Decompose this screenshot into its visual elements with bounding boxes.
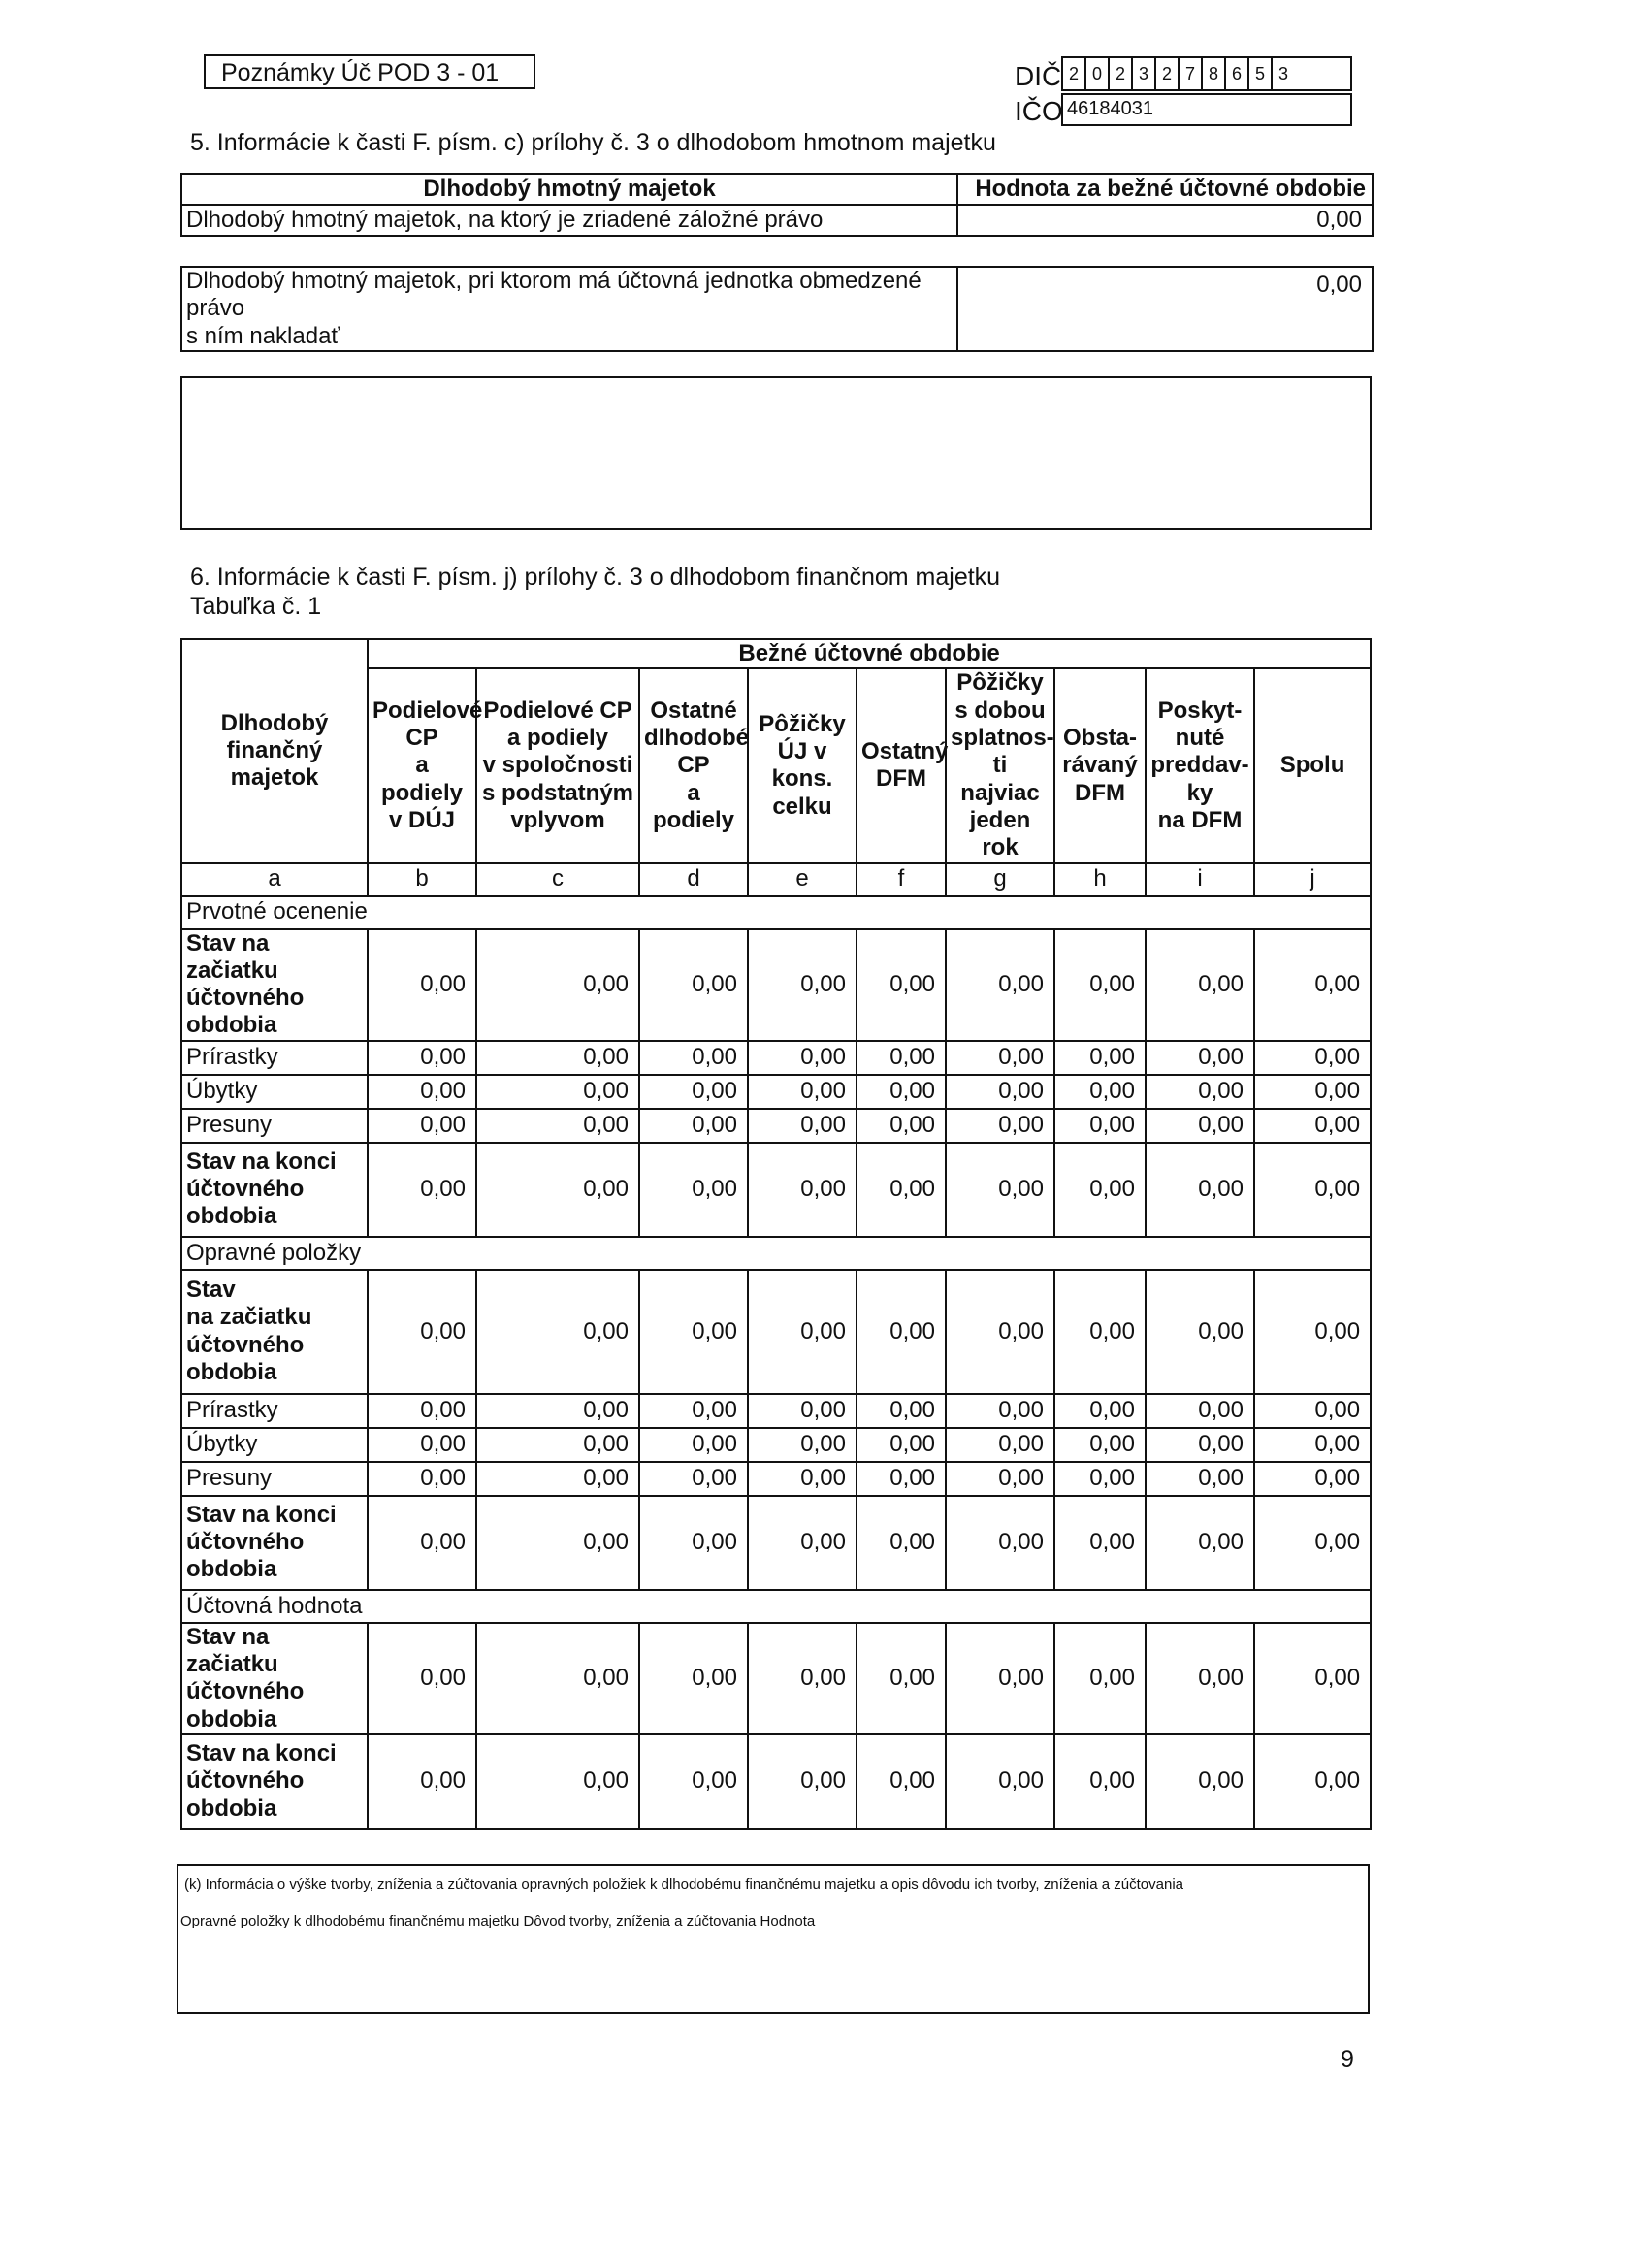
value-cell: 0,00 bbox=[639, 1075, 748, 1109]
column-letter: e bbox=[748, 863, 857, 896]
column-letter: c bbox=[476, 863, 639, 896]
value-cell: 0,00 bbox=[1054, 1734, 1146, 1829]
value-cell: 0,00 bbox=[1054, 1462, 1146, 1496]
form-label: Poznámky Úč POD 3 - 01 bbox=[221, 59, 500, 86]
table-row bbox=[181, 1623, 1371, 1734]
row-header-cell bbox=[181, 639, 368, 863]
cell-line: Stav na konci bbox=[186, 1501, 337, 1528]
cell-line: účtovného bbox=[186, 985, 305, 1012]
group-title-row bbox=[181, 1237, 1371, 1270]
value-cell: 0,00 bbox=[1054, 1075, 1146, 1109]
page-number: 9 bbox=[1341, 2046, 1354, 2073]
value-cell: 0,00 bbox=[946, 1041, 1054, 1075]
section5-table-2 bbox=[180, 266, 1374, 352]
cell-line: obdobia bbox=[186, 1556, 277, 1583]
table-row bbox=[181, 1394, 1371, 1428]
value-cell: 0,00 bbox=[857, 1496, 946, 1590]
s5-row1-label: Dlhodobý hmotný majetok, na ktorý je zriadené záložné právo bbox=[181, 205, 957, 236]
cell-line: Poskyt- bbox=[1157, 697, 1243, 724]
cell-line: Spolu bbox=[1279, 752, 1345, 779]
group-title: Prvotné ocenenie bbox=[181, 896, 1371, 929]
cell-line: účtovného bbox=[186, 1331, 305, 1358]
row-label bbox=[181, 1394, 368, 1428]
value-cell: 0,00 bbox=[857, 1041, 946, 1075]
value-cell: 0,00 bbox=[1054, 1623, 1146, 1734]
value-cell: 0,00 bbox=[639, 1143, 748, 1237]
value-cell: 0,00 bbox=[368, 1496, 476, 1590]
cell-line: CP bbox=[405, 724, 438, 751]
value-cell: 0,00 bbox=[748, 1428, 857, 1462]
value-cell: 0,00 bbox=[1054, 1496, 1146, 1590]
value-cell: 0,00 bbox=[1254, 1041, 1371, 1075]
value-cell: 0,00 bbox=[368, 1270, 476, 1394]
value-cell: 0,00 bbox=[748, 1075, 857, 1109]
value-cell: 0,00 bbox=[1254, 1496, 1371, 1590]
column-letter: h bbox=[1054, 863, 1146, 896]
row-label bbox=[181, 1041, 368, 1075]
cell-line: splatnos- bbox=[951, 724, 1054, 751]
value-cell: 0,00 bbox=[1146, 1109, 1254, 1143]
cell-line: DFM bbox=[876, 765, 926, 793]
value-cell: 0,00 bbox=[857, 1734, 946, 1829]
value-cell: 0,00 bbox=[946, 1462, 1054, 1496]
value-cell: 0,00 bbox=[476, 1109, 639, 1143]
cell-line: jeden rok bbox=[969, 806, 1031, 861]
value-cell: 0,00 bbox=[476, 1623, 639, 1734]
cell-line: na DFM bbox=[1157, 806, 1243, 833]
value-cell: 0,00 bbox=[857, 1270, 946, 1394]
value-cell: 0,00 bbox=[1146, 1394, 1254, 1428]
value-cell: 0,00 bbox=[748, 1462, 857, 1496]
section6-title: 6. Informácie k časti F. písm. j) prílohy č. 3 o dlhodobom finančnom majetku bbox=[190, 564, 1001, 591]
value-cell: 0,00 bbox=[368, 1075, 476, 1109]
group-title: Účtovná hodnota bbox=[181, 1590, 1371, 1623]
value-cell: 0,00 bbox=[368, 1462, 476, 1496]
cell-line: účtovného bbox=[186, 1176, 305, 1203]
value-cell: 0,00 bbox=[639, 1734, 748, 1829]
s5-row2-label bbox=[181, 267, 957, 351]
dic-boxes bbox=[1061, 56, 1352, 91]
value-cell: 0,00 bbox=[1146, 1041, 1254, 1075]
cell-line: účtovného bbox=[186, 1529, 305, 1556]
value-cell: 0,00 bbox=[476, 1075, 639, 1109]
row-label bbox=[181, 1462, 368, 1496]
section5-title: 5. Informácie k časti F. písm. c) prílohy č. 3 o dlhodobom hmotnom majetku bbox=[190, 129, 996, 156]
s5-row1-value: 0,00 bbox=[957, 205, 1373, 236]
value-cell: 0,00 bbox=[857, 1075, 946, 1109]
group-title: Opravné položky bbox=[181, 1237, 1371, 1270]
value-cell: 0,00 bbox=[1254, 1623, 1371, 1734]
value-cell: 0,00 bbox=[946, 1143, 1054, 1237]
dic-digit: 3 bbox=[1271, 58, 1294, 89]
cell-line: ky bbox=[1186, 779, 1213, 806]
column-header bbox=[1054, 668, 1146, 862]
column-letter: j bbox=[1254, 863, 1371, 896]
value-cell: 0,00 bbox=[857, 929, 946, 1041]
column-letter: d bbox=[639, 863, 748, 896]
ico-value: 46184031 bbox=[1067, 98, 1153, 119]
cell-line: Pôžičky bbox=[759, 710, 846, 737]
cell-line: a podiely bbox=[506, 724, 609, 751]
column-letter: b bbox=[368, 863, 476, 896]
value-cell: 0,00 bbox=[639, 1394, 748, 1428]
value-cell: 0,00 bbox=[639, 1623, 748, 1734]
value-cell: 0,00 bbox=[946, 929, 1054, 1041]
row-label bbox=[181, 1623, 368, 1734]
value-cell: 0,00 bbox=[476, 1143, 639, 1237]
empty-note-box bbox=[180, 376, 1372, 530]
table-row bbox=[181, 1462, 1371, 1496]
value-cell: 0,00 bbox=[1146, 1734, 1254, 1829]
column-letter: a bbox=[181, 863, 368, 896]
cell-line: majetok bbox=[230, 764, 319, 792]
cell-line: Ostatný bbox=[861, 738, 949, 765]
value-cell: 0,00 bbox=[639, 1428, 748, 1462]
value-cell: 0,00 bbox=[368, 1143, 476, 1237]
letters-row bbox=[181, 863, 1371, 896]
cell-line: Úbytky bbox=[186, 1078, 258, 1105]
section6-subtitle: Tabuľka č. 1 bbox=[190, 593, 322, 620]
cell-line: ti najviac bbox=[960, 752, 1040, 806]
value-cell: 0,00 bbox=[1054, 1270, 1146, 1394]
footnote-box bbox=[177, 1864, 1370, 2014]
value-cell: 0,00 bbox=[476, 1428, 639, 1462]
column-header bbox=[639, 668, 748, 862]
cell-line: celku bbox=[772, 793, 832, 820]
column-header bbox=[476, 668, 639, 862]
cell-line: Ostatné bbox=[650, 697, 737, 724]
row-label bbox=[181, 1734, 368, 1829]
cell-line: Podielové CP bbox=[483, 697, 632, 724]
s5-row2-label-line1: Dlhodobý hmotný majetok, pri ktorom má účtovná jednotka obmedzené právo bbox=[186, 268, 922, 322]
value-cell: 0,00 bbox=[1254, 1462, 1371, 1496]
row-label bbox=[181, 1075, 368, 1109]
row-label bbox=[181, 1270, 368, 1394]
value-cell: 0,00 bbox=[1054, 929, 1146, 1041]
row-label bbox=[181, 1496, 368, 1590]
period-header: Bežné účtovné obdobie bbox=[368, 639, 1371, 668]
value-cell: 0,00 bbox=[639, 1496, 748, 1590]
column-letter: i bbox=[1146, 863, 1254, 896]
value-cell: 0,00 bbox=[639, 929, 748, 1041]
value-cell: 0,00 bbox=[368, 1623, 476, 1734]
dic-digit: 6 bbox=[1224, 58, 1247, 89]
dic-digit: 2 bbox=[1154, 58, 1178, 89]
column-header bbox=[946, 668, 1054, 862]
value-cell: 0,00 bbox=[1054, 1143, 1146, 1237]
cell-line: Presuny bbox=[186, 1112, 273, 1139]
value-cell: 0,00 bbox=[857, 1428, 946, 1462]
s5-row2-value: 0,00 bbox=[957, 267, 1373, 351]
dic-digit: 5 bbox=[1247, 58, 1271, 89]
value-cell: 0,00 bbox=[1054, 1428, 1146, 1462]
dic-label: DIČ bbox=[1015, 61, 1062, 91]
cell-line: Stav na konci bbox=[186, 1740, 337, 1767]
value-cell: 0,00 bbox=[748, 1623, 857, 1734]
value-cell: 0,00 bbox=[748, 1143, 857, 1237]
value-cell: 0,00 bbox=[1146, 1270, 1254, 1394]
value-cell: 0,00 bbox=[857, 1623, 946, 1734]
value-cell: 0,00 bbox=[748, 1270, 857, 1394]
value-cell: 0,00 bbox=[476, 1270, 639, 1394]
value-cell: 0,00 bbox=[368, 1109, 476, 1143]
cell-line: účtovného bbox=[186, 1678, 305, 1705]
value-cell: 0,00 bbox=[946, 1109, 1054, 1143]
table-row bbox=[181, 1428, 1371, 1462]
value-cell: 0,00 bbox=[368, 1734, 476, 1829]
value-cell: 0,00 bbox=[1054, 1109, 1146, 1143]
value-cell: 0,00 bbox=[946, 1428, 1054, 1462]
cell-line: s dobou bbox=[954, 697, 1046, 724]
cell-line: Podielové bbox=[372, 697, 483, 724]
s5-col-right: Hodnota za bežné účtovné obdobie bbox=[957, 174, 1373, 205]
value-cell: 0,00 bbox=[1146, 1143, 1254, 1237]
cell-line: Stav na konci bbox=[186, 1148, 337, 1175]
dic-digits bbox=[1061, 58, 1294, 89]
cell-line: nuté bbox=[1175, 724, 1225, 751]
value-cell: 0,00 bbox=[857, 1394, 946, 1428]
value-cell: 0,00 bbox=[1254, 1428, 1371, 1462]
value-cell: 0,00 bbox=[1146, 1623, 1254, 1734]
value-cell: 0,00 bbox=[1146, 1462, 1254, 1496]
cell-line: Prírastky bbox=[186, 1397, 278, 1424]
value-cell: 0,00 bbox=[1254, 1109, 1371, 1143]
value-cell: 0,00 bbox=[946, 1270, 1054, 1394]
column-header bbox=[1254, 668, 1371, 862]
table-row bbox=[181, 1075, 1371, 1109]
value-cell: 0,00 bbox=[1054, 1041, 1146, 1075]
value-cell: 0,00 bbox=[748, 1496, 857, 1590]
cell-line: finančný bbox=[226, 737, 323, 764]
row-label bbox=[181, 929, 368, 1041]
value-cell: 0,00 bbox=[946, 1623, 1054, 1734]
value-cell: 0,00 bbox=[1146, 1428, 1254, 1462]
dic-digit: 7 bbox=[1178, 58, 1201, 89]
cell-line: Úbytky bbox=[186, 1431, 258, 1458]
value-cell: 0,00 bbox=[368, 1428, 476, 1462]
value-cell: 0,00 bbox=[1146, 1496, 1254, 1590]
value-cell: 0,00 bbox=[748, 1734, 857, 1829]
cell-line: Stav bbox=[186, 1277, 236, 1304]
cell-line: kons. bbox=[771, 765, 833, 793]
group-title-row bbox=[181, 1590, 1371, 1623]
value-cell: 0,00 bbox=[1254, 929, 1371, 1041]
value-cell: 0,00 bbox=[946, 1394, 1054, 1428]
s5-col-left: Dlhodobý hmotný majetok bbox=[181, 174, 957, 205]
dic-digit: 8 bbox=[1201, 58, 1224, 89]
row-label bbox=[181, 1109, 368, 1143]
table-row bbox=[181, 929, 1371, 1041]
value-cell: 0,00 bbox=[946, 1075, 1054, 1109]
column-letter: f bbox=[857, 863, 946, 896]
value-cell: 0,00 bbox=[476, 1394, 639, 1428]
cell-line: a podiely bbox=[380, 752, 463, 806]
s5-row2-label-line2: s ním nakladať bbox=[186, 322, 340, 349]
value-cell: 0,00 bbox=[748, 929, 857, 1041]
value-cell: 0,00 bbox=[1146, 929, 1254, 1041]
value-cell: 0,00 bbox=[639, 1041, 748, 1075]
cell-line: v DÚJ bbox=[388, 806, 456, 833]
table-row bbox=[181, 1734, 1371, 1829]
cell-line: preddav- bbox=[1150, 752, 1249, 779]
value-cell: 0,00 bbox=[1254, 1270, 1371, 1394]
table-row bbox=[181, 1109, 1371, 1143]
value-cell: 0,00 bbox=[476, 929, 639, 1041]
cell-line: obdobia bbox=[186, 1795, 277, 1822]
cell-line: a podiely bbox=[652, 779, 734, 833]
column-header bbox=[368, 668, 483, 862]
table-row bbox=[181, 1496, 1371, 1590]
cell-line: vplyvom bbox=[510, 806, 605, 833]
cell-line: rávaný bbox=[1062, 752, 1138, 779]
cell-line: Prírastky bbox=[186, 1044, 278, 1071]
row-label bbox=[181, 1428, 368, 1462]
ico-field bbox=[1061, 93, 1352, 126]
dic-digit: 0 bbox=[1084, 58, 1108, 89]
value-cell: 0,00 bbox=[1254, 1143, 1371, 1237]
cell-line: Stav na začiatku bbox=[186, 929, 278, 984]
value-cell: 0,00 bbox=[1254, 1075, 1371, 1109]
period-header-row bbox=[181, 639, 1371, 668]
value-cell: 0,00 bbox=[639, 1109, 748, 1143]
dic-digit: 2 bbox=[1108, 58, 1131, 89]
dic-digit: 3 bbox=[1131, 58, 1154, 89]
row-label bbox=[181, 1143, 368, 1237]
table-row bbox=[181, 1143, 1371, 1237]
cell-line: s podstatným bbox=[481, 779, 634, 806]
ico-label: IČO bbox=[1015, 96, 1063, 126]
cell-line: obdobia bbox=[186, 1012, 277, 1039]
footnote-line2: Opravné položky k dlhodobému finančnému majetku Dôvod tvorby, zníženia a zúčtovania Hodnota bbox=[180, 1913, 816, 1929]
form-label-box bbox=[204, 54, 535, 89]
value-cell: 0,00 bbox=[476, 1496, 639, 1590]
table-row bbox=[181, 1041, 1371, 1075]
value-cell: 0,00 bbox=[476, 1462, 639, 1496]
dfm-table bbox=[180, 638, 1372, 1830]
value-cell: 0,00 bbox=[1054, 1394, 1146, 1428]
value-cell: 0,00 bbox=[1254, 1394, 1371, 1428]
cell-line: CP bbox=[677, 752, 710, 779]
cell-line: Stav na začiatku bbox=[186, 1623, 278, 1678]
cell-line: dlhodobé bbox=[644, 724, 749, 751]
cell-line: Pôžičky bbox=[956, 669, 1044, 697]
table-row bbox=[181, 1270, 1371, 1394]
footnote-line1: (k) Informácia o výške tvorby, zníženia a zúčtovania opravných položiek k dlhodobému finančnému majetku a opis dôvodu ich tvorby, zníženia a zúčtovania bbox=[184, 1876, 1183, 1893]
cell-line: Dlhodobý bbox=[220, 709, 329, 736]
column-letter: g bbox=[946, 863, 1054, 896]
value-cell: 0,00 bbox=[476, 1041, 639, 1075]
value-cell: 0,00 bbox=[1254, 1734, 1371, 1829]
cell-line: obdobia bbox=[186, 1359, 277, 1386]
value-cell: 0,00 bbox=[1146, 1075, 1254, 1109]
dic-digit: 2 bbox=[1061, 58, 1084, 89]
cell-line: obdobia bbox=[186, 1203, 277, 1230]
value-cell: 0,00 bbox=[748, 1041, 857, 1075]
group-title-row bbox=[181, 896, 1371, 929]
value-cell: 0,00 bbox=[368, 929, 476, 1041]
cell-line: ÚJ v bbox=[777, 738, 827, 765]
value-cell: 0,00 bbox=[368, 1394, 476, 1428]
value-cell: 0,00 bbox=[857, 1462, 946, 1496]
cell-line: na začiatku bbox=[186, 1304, 312, 1331]
value-cell: 0,00 bbox=[748, 1394, 857, 1428]
value-cell: 0,00 bbox=[639, 1462, 748, 1496]
column-header bbox=[748, 668, 857, 862]
column-header bbox=[1146, 668, 1254, 862]
value-cell: 0,00 bbox=[476, 1734, 639, 1829]
value-cell: 0,00 bbox=[946, 1496, 1054, 1590]
cell-line: v spoločnosti bbox=[482, 752, 633, 779]
cell-line: DFM bbox=[1075, 779, 1125, 806]
cell-line: účtovného bbox=[186, 1767, 305, 1795]
value-cell: 0,00 bbox=[946, 1734, 1054, 1829]
value-cell: 0,00 bbox=[639, 1270, 748, 1394]
column-header bbox=[857, 668, 949, 862]
cell-line: Presuny bbox=[186, 1465, 273, 1492]
value-cell: 0,00 bbox=[368, 1041, 476, 1075]
cell-line: obdobia bbox=[186, 1705, 277, 1733]
value-cell: 0,00 bbox=[857, 1109, 946, 1143]
value-cell: 0,00 bbox=[857, 1143, 946, 1237]
value-cell: 0,00 bbox=[748, 1109, 857, 1143]
section5-table bbox=[180, 173, 1374, 237]
cell-line: Obsta- bbox=[1062, 724, 1137, 751]
